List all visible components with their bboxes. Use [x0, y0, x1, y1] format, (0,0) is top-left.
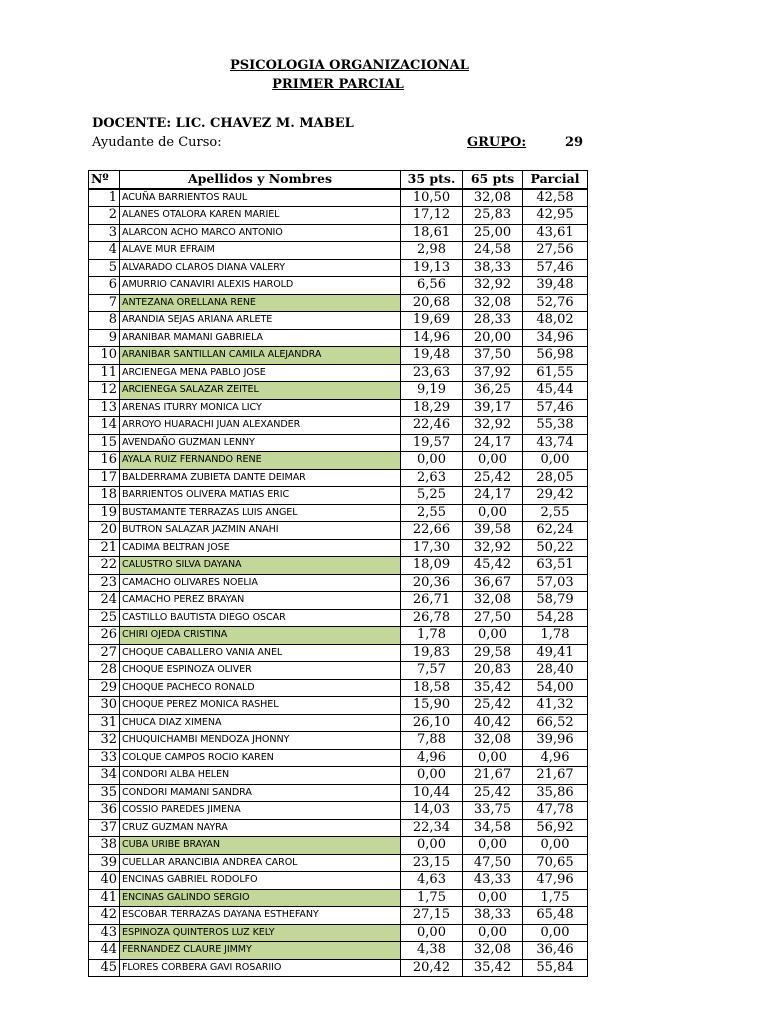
score-parcial: 2,55	[523, 504, 588, 522]
row-number: 40	[89, 872, 120, 890]
student-name: ARENAS ITURRY MONICA LICY	[120, 399, 401, 417]
score-65pts: 25,83	[463, 207, 523, 225]
score-parcial: 57,46	[523, 399, 588, 417]
score-65pts: 0,00	[463, 452, 523, 470]
score-65pts: 32,92	[463, 277, 523, 295]
score-35pts: 4,38	[401, 942, 463, 960]
table-row	[89, 592, 588, 610]
row-number: 6	[89, 277, 120, 295]
column-header-number: Nº	[89, 171, 120, 189]
student-name: ESCOBAR TERRAZAS DAYANA ESTHEFANY	[120, 907, 401, 925]
student-name: CAMACHO OLIVARES NOELIA	[120, 574, 401, 592]
student-name: ALVARADO CLAROS DIANA VALERY	[120, 259, 401, 277]
score-65pts: 0,00	[463, 889, 523, 907]
score-65pts: 37,92	[463, 364, 523, 382]
score-35pts: 10,50	[401, 189, 463, 207]
student-name: COLQUE CAMPOS ROCIO KAREN	[120, 749, 401, 767]
row-number: 41	[89, 889, 120, 907]
score-35pts: 26,71	[401, 592, 463, 610]
score-65pts: 38,33	[463, 259, 523, 277]
score-parcial: 42,95	[523, 207, 588, 225]
score-65pts: 29,58	[463, 644, 523, 662]
score-65pts: 27,50	[463, 609, 523, 627]
student-name: ARCIENEGA SALAZAR ZEITEL	[120, 382, 401, 400]
score-65pts: 35,42	[463, 679, 523, 697]
score-35pts: 17,30	[401, 539, 463, 557]
student-name: CHOQUE PACHECO RONALD	[120, 679, 401, 697]
row-number: 32	[89, 732, 120, 750]
student-name: CAMACHO PEREZ BRAYAN	[120, 592, 401, 610]
table-row	[89, 259, 588, 277]
column-header-65pts: 65 pts	[463, 171, 523, 189]
student-name: ALANES OTALORA KAREN MARIEL	[120, 207, 401, 225]
score-65pts: 47,50	[463, 854, 523, 872]
score-parcial: 48,02	[523, 312, 588, 330]
row-number: 9	[89, 329, 120, 347]
row-number: 23	[89, 574, 120, 592]
student-name: AVENDAÑO GUZMAN LENNY	[120, 434, 401, 452]
student-name: CALUSTRO SILVA DAYANA	[120, 557, 401, 575]
score-35pts: 17,12	[401, 207, 463, 225]
document-title: PSICOLOGIA ORGANIZACIONAL	[230, 58, 469, 73]
student-name: CONDORI MAMANI SANDRA	[120, 784, 401, 802]
score-35pts: 19,83	[401, 644, 463, 662]
student-name: ENCINAS GABRIEL RODOLFO	[120, 872, 401, 890]
table-row	[89, 557, 588, 575]
score-parcial: 49,41	[523, 644, 588, 662]
student-name: ESPINOZA QUINTEROS LUZ KELY	[120, 924, 401, 942]
table-row	[89, 714, 588, 732]
row-number: 19	[89, 504, 120, 522]
row-number: 12	[89, 382, 120, 400]
ayudante-label: Ayudante de Curso:	[92, 135, 222, 150]
score-35pts: 0,00	[401, 452, 463, 470]
score-65pts: 32,08	[463, 294, 523, 312]
row-number: 17	[89, 469, 120, 487]
table-row	[89, 207, 588, 225]
score-35pts: 0,00	[401, 924, 463, 942]
score-parcial: 62,24	[523, 522, 588, 540]
table-row	[89, 609, 588, 627]
table-row	[89, 854, 588, 872]
table-row	[89, 889, 588, 907]
score-65pts: 36,67	[463, 574, 523, 592]
row-number: 4	[89, 242, 120, 260]
score-35pts: 6,56	[401, 277, 463, 295]
score-65pts: 32,08	[463, 592, 523, 610]
score-parcial: 57,46	[523, 259, 588, 277]
docente-line: DOCENTE: LIC. CHAVEZ M. MABEL	[92, 116, 354, 131]
table-row	[89, 942, 588, 960]
score-parcial: 63,51	[523, 557, 588, 575]
score-35pts: 4,96	[401, 749, 463, 767]
row-number: 35	[89, 784, 120, 802]
score-parcial: 65,48	[523, 907, 588, 925]
table-row	[89, 382, 588, 400]
score-65pts: 24,17	[463, 487, 523, 505]
score-parcial: 56,98	[523, 347, 588, 365]
score-65pts: 37,50	[463, 347, 523, 365]
table-row	[89, 189, 588, 207]
student-name: CUBA URIBE BRAYAN	[120, 837, 401, 855]
row-number: 5	[89, 259, 120, 277]
student-name: COSSIO PAREDES JIMENA	[120, 802, 401, 820]
row-number: 38	[89, 837, 120, 855]
score-65pts: 32,08	[463, 732, 523, 750]
row-number: 43	[89, 924, 120, 942]
score-parcial: 55,38	[523, 417, 588, 435]
table-row	[89, 767, 588, 785]
score-35pts: 15,90	[401, 697, 463, 715]
score-parcial: 52,76	[523, 294, 588, 312]
table-row	[89, 224, 588, 242]
score-parcial: 28,40	[523, 662, 588, 680]
score-parcial: 47,78	[523, 802, 588, 820]
table-row	[89, 294, 588, 312]
score-35pts: 22,34	[401, 819, 463, 837]
table-row	[89, 347, 588, 365]
score-35pts: 5,25	[401, 487, 463, 505]
score-35pts: 22,46	[401, 417, 463, 435]
student-name: CASTILLO BAUTISTA DIEGO OSCAR	[120, 609, 401, 627]
score-65pts: 45,42	[463, 557, 523, 575]
column-header-35pts: 35 pts.	[401, 171, 463, 189]
row-number: 45	[89, 959, 120, 977]
table-row	[89, 364, 588, 382]
score-35pts: 26,10	[401, 714, 463, 732]
student-name: FLORES CORBERA GAVI ROSARIIO	[120, 959, 401, 977]
score-35pts: 19,57	[401, 434, 463, 452]
score-65pts: 21,67	[463, 767, 523, 785]
score-parcial: 43,61	[523, 224, 588, 242]
row-number: 34	[89, 767, 120, 785]
table-row	[89, 837, 588, 855]
row-number: 15	[89, 434, 120, 452]
student-name: CHIRI OJEDA CRISTINA	[120, 627, 401, 645]
table-row	[89, 697, 588, 715]
table-row	[89, 522, 588, 540]
score-65pts: 20,83	[463, 662, 523, 680]
row-number: 42	[89, 907, 120, 925]
score-parcial: 45,44	[523, 382, 588, 400]
score-65pts: 0,00	[463, 749, 523, 767]
row-number: 20	[89, 522, 120, 540]
column-header-parcial: Parcial	[523, 171, 588, 189]
row-number: 18	[89, 487, 120, 505]
student-name: CHUQUICHAMBI MENDOZA JHONNY	[120, 732, 401, 750]
row-number: 2	[89, 207, 120, 225]
student-name: ARCIENEGA MENA PABLO JOSE	[120, 364, 401, 382]
score-parcial: 43,74	[523, 434, 588, 452]
student-name: FERNANDEZ CLAURE JIMMY	[120, 942, 401, 960]
student-name: CHUCA DIAZ XIMENA	[120, 714, 401, 732]
score-65pts: 25,42	[463, 784, 523, 802]
document-subtitle: PRIMER PARCIAL	[272, 77, 404, 92]
row-number: 31	[89, 714, 120, 732]
score-parcial: 27,56	[523, 242, 588, 260]
score-65pts: 43,33	[463, 872, 523, 890]
score-parcial: 54,00	[523, 679, 588, 697]
score-parcial: 39,48	[523, 277, 588, 295]
score-35pts: 7,88	[401, 732, 463, 750]
score-parcial: 56,92	[523, 819, 588, 837]
score-65pts: 35,42	[463, 959, 523, 977]
score-65pts: 0,00	[463, 504, 523, 522]
student-name: CHOQUE CABALLERO VANIA ANEL	[120, 644, 401, 662]
column-header-name: Apellidos y Nombres	[120, 171, 401, 189]
row-number: 36	[89, 802, 120, 820]
score-35pts: 1,78	[401, 627, 463, 645]
table-row	[89, 417, 588, 435]
score-parcial: 36,46	[523, 942, 588, 960]
score-parcial: 57,03	[523, 574, 588, 592]
row-number: 37	[89, 819, 120, 837]
row-number: 33	[89, 749, 120, 767]
student-name: ENCINAS GALINDO SERGIO	[120, 889, 401, 907]
score-35pts: 0,00	[401, 767, 463, 785]
score-parcial: 0,00	[523, 924, 588, 942]
table-row	[89, 312, 588, 330]
score-65pts: 0,00	[463, 627, 523, 645]
student-name: AYALA RUIZ FERNANDO RENE	[120, 452, 401, 470]
table-row	[89, 802, 588, 820]
score-parcial: 50,22	[523, 539, 588, 557]
table-row	[89, 434, 588, 452]
score-parcial: 28,05	[523, 469, 588, 487]
score-35pts: 19,13	[401, 259, 463, 277]
score-parcial: 66,52	[523, 714, 588, 732]
score-parcial: 35,86	[523, 784, 588, 802]
table-row	[89, 662, 588, 680]
score-65pts: 39,17	[463, 399, 523, 417]
grupo-label: GRUPO:	[467, 135, 527, 150]
student-name: ARANDIA SEJAS ARIANA ARLETE	[120, 312, 401, 330]
score-35pts: 20,42	[401, 959, 463, 977]
table-row	[89, 242, 588, 260]
score-parcial: 21,67	[523, 767, 588, 785]
score-65pts: 36,25	[463, 382, 523, 400]
score-65pts: 38,33	[463, 907, 523, 925]
table-row	[89, 959, 588, 977]
table-row	[89, 819, 588, 837]
table-header-row	[89, 171, 588, 189]
student-name: BUTRON SALAZAR JAZMIN ANAHI	[120, 522, 401, 540]
row-number: 28	[89, 662, 120, 680]
score-parcial: 54,28	[523, 609, 588, 627]
table-row	[89, 872, 588, 890]
student-name: ALARCON ACHO MARCO ANTONIO	[120, 224, 401, 242]
score-35pts: 7,57	[401, 662, 463, 680]
row-number: 3	[89, 224, 120, 242]
score-parcial: 29,42	[523, 487, 588, 505]
student-name: CRUZ GUZMAN NAYRA	[120, 819, 401, 837]
student-name: CHOQUE PEREZ MONICA RASHEL	[120, 697, 401, 715]
score-parcial: 39,96	[523, 732, 588, 750]
score-parcial: 0,00	[523, 837, 588, 855]
grades-table	[88, 170, 588, 977]
score-35pts: 23,15	[401, 854, 463, 872]
grupo-value: 29	[565, 135, 584, 150]
score-parcial: 42,58	[523, 189, 588, 207]
table-row	[89, 487, 588, 505]
score-35pts: 27,15	[401, 907, 463, 925]
row-number: 16	[89, 452, 120, 470]
score-65pts: 24,58	[463, 242, 523, 260]
row-number: 8	[89, 312, 120, 330]
table-row	[89, 907, 588, 925]
score-35pts: 14,96	[401, 329, 463, 347]
score-65pts: 33,75	[463, 802, 523, 820]
score-35pts: 9,19	[401, 382, 463, 400]
score-35pts: 18,61	[401, 224, 463, 242]
score-65pts: 25,00	[463, 224, 523, 242]
row-number: 27	[89, 644, 120, 662]
table-row	[89, 574, 588, 592]
score-parcial: 1,75	[523, 889, 588, 907]
score-parcial: 55,84	[523, 959, 588, 977]
student-name: CONDORI ALBA HELEN	[120, 767, 401, 785]
score-65pts: 32,08	[463, 942, 523, 960]
score-parcial: 61,55	[523, 364, 588, 382]
score-65pts: 20,00	[463, 329, 523, 347]
row-number: 21	[89, 539, 120, 557]
score-35pts: 18,58	[401, 679, 463, 697]
table-row	[89, 452, 588, 470]
student-name: ACUÑA BARRIENTOS RAUL	[120, 189, 401, 207]
score-35pts: 23,63	[401, 364, 463, 382]
score-35pts: 2,63	[401, 469, 463, 487]
table-row	[89, 399, 588, 417]
score-35pts: 4,63	[401, 872, 463, 890]
student-name: CHOQUE ESPINOZA OLIVER	[120, 662, 401, 680]
score-35pts: 2,55	[401, 504, 463, 522]
score-35pts: 19,48	[401, 347, 463, 365]
score-35pts: 20,36	[401, 574, 463, 592]
student-name: ARROYO HUARACHI JUAN ALEXANDER	[120, 417, 401, 435]
row-number: 11	[89, 364, 120, 382]
table-row	[89, 732, 588, 750]
student-name: AMURRIO CANAVIRI ALEXIS HAROLD	[120, 277, 401, 295]
score-parcial: 41,32	[523, 697, 588, 715]
row-number: 1	[89, 189, 120, 207]
row-number: 44	[89, 942, 120, 960]
table-row	[89, 469, 588, 487]
row-number: 10	[89, 347, 120, 365]
score-35pts: 22,66	[401, 522, 463, 540]
score-35pts: 20,68	[401, 294, 463, 312]
student-name: ANTEZANA ORELLANA RENE	[120, 294, 401, 312]
score-65pts: 32,92	[463, 539, 523, 557]
student-name: ARANIBAR MAMANI GABRIELA	[120, 329, 401, 347]
row-number: 24	[89, 592, 120, 610]
score-35pts: 2,98	[401, 242, 463, 260]
score-65pts: 25,42	[463, 469, 523, 487]
student-name: CUELLAR ARANCIBIA ANDREA CAROL	[120, 854, 401, 872]
score-65pts: 25,42	[463, 697, 523, 715]
score-parcial: 70,65	[523, 854, 588, 872]
row-number: 26	[89, 627, 120, 645]
table-row	[89, 329, 588, 347]
score-65pts: 34,58	[463, 819, 523, 837]
score-35pts: 0,00	[401, 837, 463, 855]
score-parcial: 1,78	[523, 627, 588, 645]
score-parcial: 58,79	[523, 592, 588, 610]
table-row	[89, 504, 588, 522]
score-35pts: 19,69	[401, 312, 463, 330]
score-35pts: 10,44	[401, 784, 463, 802]
student-name: BALDERRAMA ZUBIETA DANTE DEIMAR	[120, 469, 401, 487]
score-65pts: 0,00	[463, 837, 523, 855]
score-parcial: 47,96	[523, 872, 588, 890]
score-65pts: 24,17	[463, 434, 523, 452]
table-row	[89, 679, 588, 697]
table-row	[89, 627, 588, 645]
student-name: ARANIBAR SANTILLAN CAMILA ALEJANDRA	[120, 347, 401, 365]
score-35pts: 18,29	[401, 399, 463, 417]
score-65pts: 0,00	[463, 924, 523, 942]
score-35pts: 26,78	[401, 609, 463, 627]
table-row	[89, 644, 588, 662]
score-65pts: 40,42	[463, 714, 523, 732]
table-row	[89, 749, 588, 767]
table-row	[89, 924, 588, 942]
student-name: BARRIENTOS OLIVERA MATIAS ERIC	[120, 487, 401, 505]
score-parcial: 0,00	[523, 452, 588, 470]
score-65pts: 32,92	[463, 417, 523, 435]
student-name: CADIMA BELTRAN JOSE	[120, 539, 401, 557]
score-35pts: 1,75	[401, 889, 463, 907]
row-number: 30	[89, 697, 120, 715]
table-row	[89, 784, 588, 802]
table-row	[89, 277, 588, 295]
row-number: 39	[89, 854, 120, 872]
row-number: 22	[89, 557, 120, 575]
student-name: ALAVE MUR EFRAIM	[120, 242, 401, 260]
score-35pts: 14,03	[401, 802, 463, 820]
score-65pts: 28,33	[463, 312, 523, 330]
score-35pts: 18,09	[401, 557, 463, 575]
score-parcial: 4,96	[523, 749, 588, 767]
student-name: BUSTAMANTE TERRAZAS LUIS ANGEL	[120, 504, 401, 522]
row-number: 13	[89, 399, 120, 417]
score-65pts: 39,58	[463, 522, 523, 540]
row-number: 29	[89, 679, 120, 697]
table-row	[89, 539, 588, 557]
row-number: 25	[89, 609, 120, 627]
score-parcial: 34,96	[523, 329, 588, 347]
row-number: 14	[89, 417, 120, 435]
row-number: 7	[89, 294, 120, 312]
score-65pts: 32,08	[463, 189, 523, 207]
